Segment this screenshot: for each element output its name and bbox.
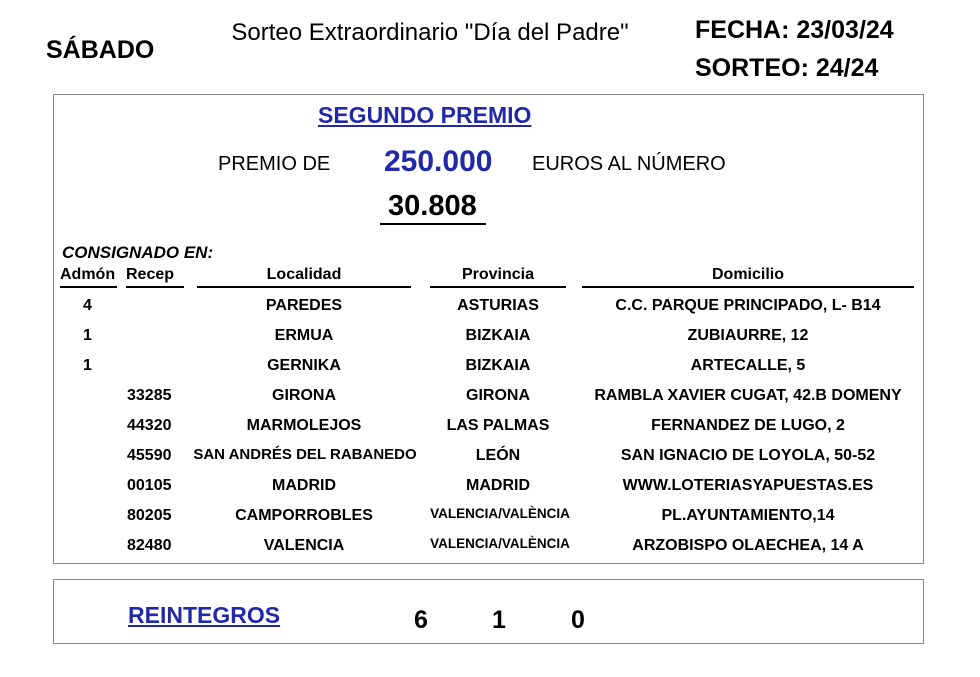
reintegro-number: 0	[571, 606, 585, 634]
cell-recep: 80205	[127, 507, 172, 524]
cell-admon: 1	[83, 357, 92, 374]
cell-localidad: MADRID	[272, 477, 336, 494]
cell-admon: 4	[83, 297, 92, 314]
cell-provincia: VALENCIA/VALÈNCIA	[430, 506, 570, 521]
draw-name: Sorteo Extraordinario "Día del Padre"	[231, 19, 629, 46]
header-underline	[430, 286, 566, 288]
header-underline	[60, 286, 117, 288]
cell-admon: 1	[83, 327, 92, 344]
cell-localidad: GIRONA	[272, 387, 336, 404]
cell-localidad: MARMOLEJOS	[246, 417, 362, 434]
prize-title: SEGUNDO PREMIO	[318, 102, 532, 128]
winning-number: 30.808	[388, 190, 477, 222]
reintegros-label: REINTEGROS	[128, 602, 281, 628]
cell-provincia: VALENCIA/VALÈNCIA	[430, 536, 570, 551]
cell-domicilio: SAN IGNACIO DE LOYOLA, 50-52	[620, 447, 876, 464]
cell-localidad: VALENCIA	[263, 537, 345, 554]
draw-day: SÁBADO	[46, 36, 155, 64]
header-underline	[197, 286, 411, 288]
cell-provincia: BIZKAIA	[465, 327, 531, 344]
header-underline	[582, 286, 914, 288]
col-header-recep: Recep	[126, 266, 175, 283]
col-header-domicilio: Domicilio	[711, 266, 784, 283]
winning-number-underline	[380, 223, 486, 225]
reintegro-number: 1	[492, 606, 506, 634]
cell-domicilio: FERNANDEZ DE LUGO, 2	[651, 417, 845, 434]
consignado-label: CONSIGNADO EN:	[62, 243, 214, 262]
prize-amount: 250.000	[384, 145, 493, 178]
cell-domicilio: ZUBIAURRE, 12	[687, 327, 809, 344]
cell-recep: 44320	[127, 417, 172, 434]
cell-provincia: LEÓN	[475, 447, 521, 464]
draw-date: FECHA: 23/03/24	[695, 16, 894, 44]
cell-localidad: ERMUA	[274, 327, 334, 344]
cell-domicilio: PL.AYUNTAMIENTO,14	[661, 507, 835, 524]
cell-domicilio: C.C. PARQUE PRINCIPADO, L- B14	[615, 297, 881, 314]
cell-recep: 82480	[127, 537, 172, 554]
cell-domicilio: ARZOBISPO OLAECHEA, 14 A	[632, 537, 864, 554]
cell-domicilio: RAMBLA XAVIER CUGAT, 42.B DOMENY	[594, 387, 902, 404]
cell-provincia: ASTURIAS	[457, 297, 539, 314]
cell-localidad: SAN ANDRÉS DEL RABANEDO	[193, 446, 417, 463]
draw-number: SORTEO: 24/24	[695, 54, 879, 82]
cell-localidad: PAREDES	[265, 297, 343, 314]
premio-de-label: PREMIO DE	[218, 153, 331, 175]
cell-localidad: CAMPORROBLES	[235, 507, 373, 524]
cell-domicilio: ARTECALLE, 5	[690, 357, 806, 374]
col-header-localidad: Localidad	[266, 266, 342, 283]
cell-provincia: GIRONA	[466, 387, 530, 404]
col-header-admon: Admón	[60, 266, 116, 283]
cell-provincia: LAS PALMAS	[446, 417, 550, 434]
cell-recep: 33285	[127, 387, 172, 404]
header-underline	[126, 286, 184, 288]
col-header-provincia: Provincia	[461, 266, 535, 283]
cell-provincia: BIZKAIA	[465, 357, 531, 374]
cell-recep: 00105	[127, 477, 172, 494]
euros-label: EUROS AL NÚMERO	[532, 153, 726, 175]
cell-localidad: GERNIKA	[267, 357, 341, 374]
reintegro-number: 6	[414, 606, 428, 634]
cell-domicilio: WWW.LOTERIASYAPUESTAS.ES	[622, 477, 874, 494]
cell-provincia: MADRID	[466, 477, 530, 494]
cell-recep: 45590	[127, 447, 172, 464]
